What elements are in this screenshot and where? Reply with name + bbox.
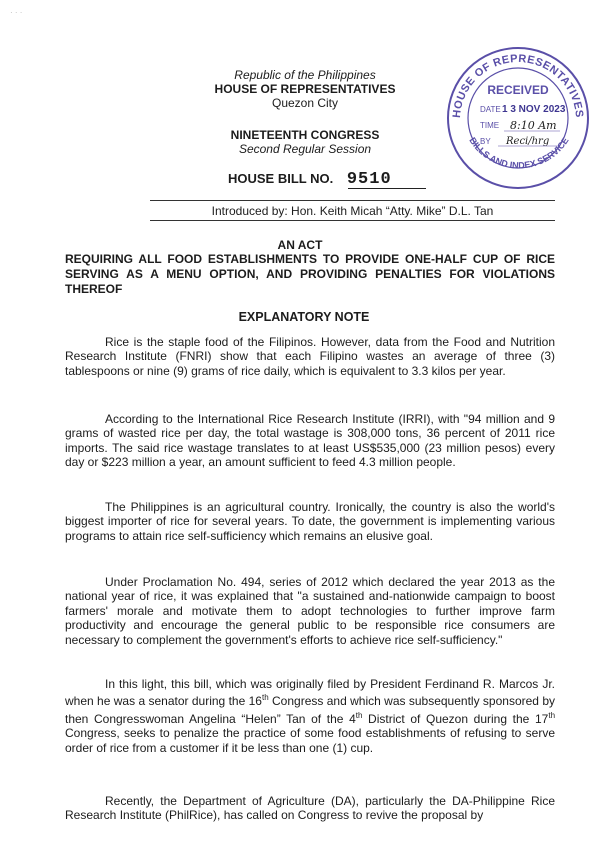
stamp-received: RECEIVED <box>487 83 549 97</box>
paragraph-5 <box>65 677 555 755</box>
house-line: HOUSE OF REPRESENTATIVES <box>214 82 396 96</box>
bill-label: HOUSE BILL NO. <box>228 171 334 186</box>
ordinal-suffix: th <box>261 693 269 703</box>
stamp-ring-text: HOUSE OF REPRESENTATIVES <box>450 52 586 119</box>
top-rule <box>150 200 555 201</box>
stamp-date-label: DATE <box>480 105 501 114</box>
paragraph-3: The Philippines is an agricultural country. Ironically, the country is also the world's biggest importer of rice for several years. To date, the government is implementing various programs to attain rice self-sufficiency which remains an elusive goal. <box>65 500 555 543</box>
paragraph-2: According to the International Rice Research Institute (IRRI), with "94 million and 9 grams of wasted rice per day, the total wastage is 308,000 tons, 36 percent of 2011 rice imports. The said rice wastage translates to at least US$535,000 (23 million pesos) every day or $223 million a year, an amount sufficient to feed 4.3 million people. <box>65 412 555 470</box>
city-line: Quezon City <box>271 96 339 110</box>
stamp-time-label: TIME <box>480 121 500 130</box>
received-stamp <box>442 40 592 190</box>
bill-number: 9510 <box>346 170 392 189</box>
paragraph-5-part-b: Congress and which was subsequently sponsored by then Congresswoman Angelina “Helen” Tan of the 4 <box>65 694 555 726</box>
bill-number-line <box>228 170 392 189</box>
ordinal-suffix: th <box>548 710 556 720</box>
scan-artifact: · · · <box>10 8 23 17</box>
act-title: REQUIRING ALL FOOD ESTABLISHMENTS TO PROVIDE ONE-HALF CUP OF RICE SERVING AS A MENU OPTION, AND PROVIDING PENALTIES FOR VIOLATIONS THEREOF <box>65 252 555 296</box>
paragraph-5-part-d: Congress, seeks to penalize the practice of some food establishments of refusing to serve order of rice from a customer if it be less than one (1) cup. <box>65 726 555 755</box>
explanatory-heading: EXPLANATORY NOTE <box>238 310 370 324</box>
paragraph-5-part-c: District of Quezon during the 17 <box>362 711 549 726</box>
act-label: AN ACT <box>277 238 323 252</box>
paragraph-5-part-a: In this light, this bill, which was originally filed by President Ferdinand R. Marcos Jr. when he was a senator during the 16 <box>65 677 555 709</box>
stamp-bottom-text: BILLS AND INDEX SERVICE <box>467 135 571 171</box>
bill-underline <box>348 188 426 189</box>
stamp-by-label: BY <box>480 137 491 146</box>
introduced-by: Introduced by: Hon. Keith Micah “Atty. Mike” D.L. Tan <box>211 204 494 218</box>
republic-line: Republic of the Philippines <box>234 68 376 82</box>
stamp-date-value: 1 3 NOV 2023 <box>502 104 566 115</box>
stamp-time-value: 8:10 Am <box>510 119 557 132</box>
bottom-rule <box>150 220 555 221</box>
paragraph-4: Under Proclamation No. 494, series of 2012 which declared the year 2013 as the national year of rice, it was explained that "a sustained and-nationwide campaign to boost farmers' morale and motivate them to adopt technologies to further improve farm productivity and encourage the general public to be responsible rice consumers are necessary to complement the government's efforts to achieve rice self-sufficiency." <box>65 575 555 647</box>
ordinal-suffix: th <box>355 710 363 720</box>
congress-line: NINETEENTH CONGRESS <box>230 128 380 142</box>
paragraph-1: Rice is the staple food of the Filipinos. However, data from the Food and Nutrition Research Institute (FNRI) show that each Filipino wastes an average of three (3) tablespoons or nine (9) grams of rice daily, which is equivalent to 3.3 kilos per year. <box>65 335 555 378</box>
stamp-by-value: Reci/hrg <box>506 136 550 147</box>
paragraph-6: Recently, the Department of Agriculture (DA), particularly the DA-Philippine Rice Research Institute (PhilRice), has called on Congress to revive the proposal by <box>65 794 555 823</box>
session-line: Second Regular Session <box>238 142 372 156</box>
